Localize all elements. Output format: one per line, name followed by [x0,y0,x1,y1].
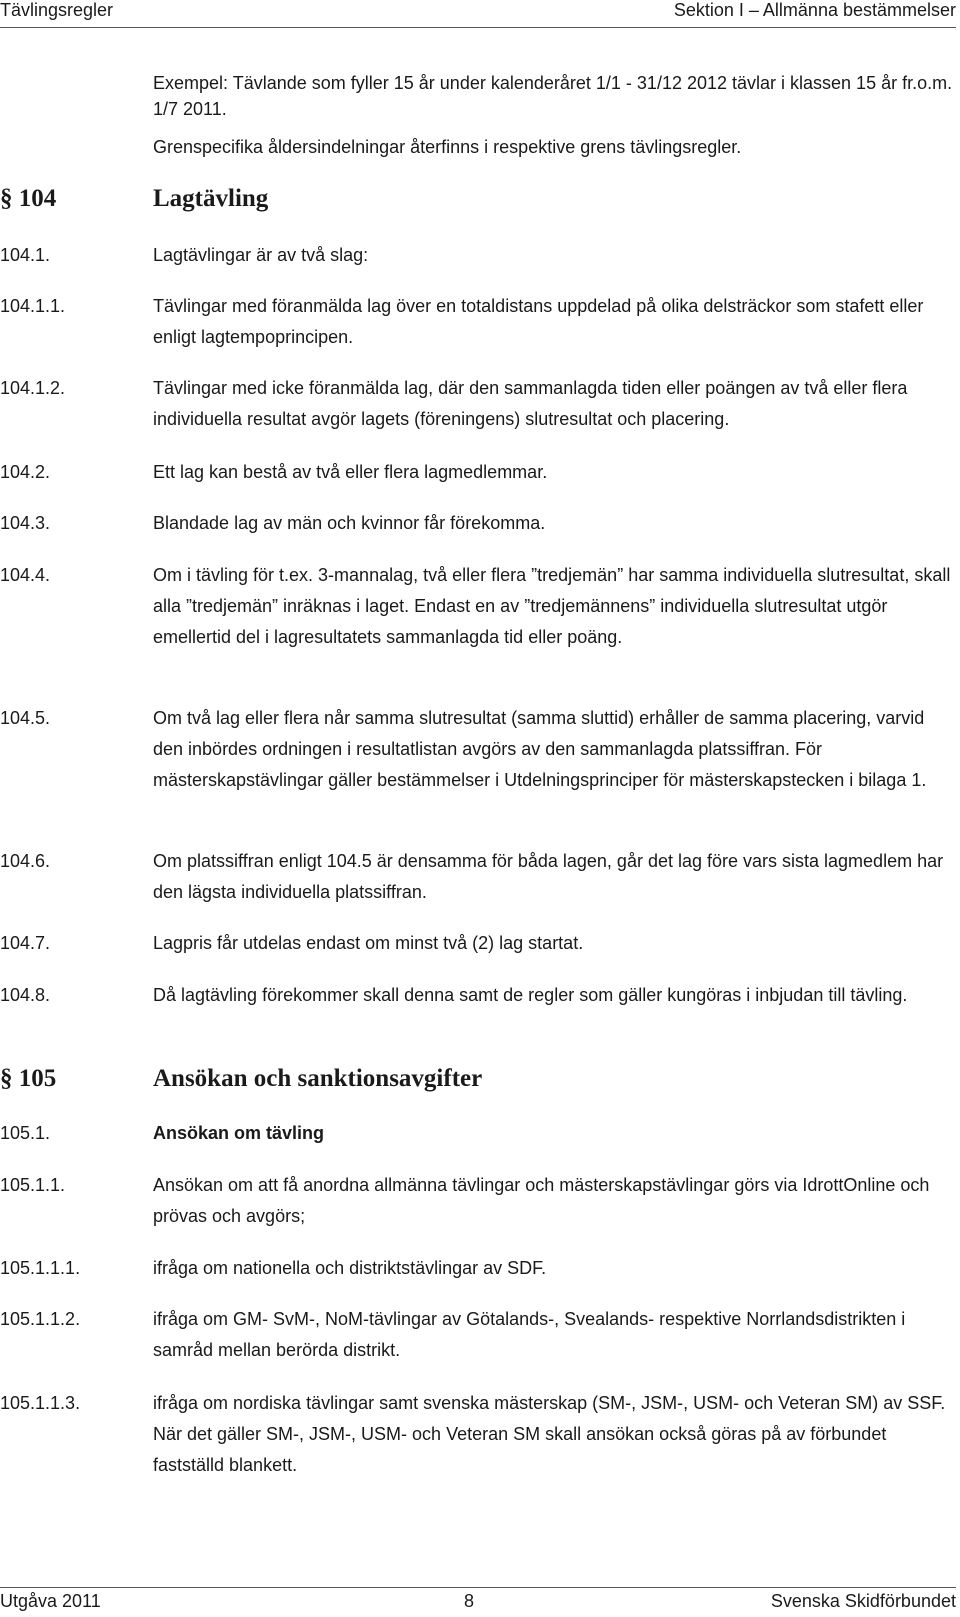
item-text: Om platssiffran enligt 104.5 är densamma för båda lagen, går det lag före vars sista lagmedlem har den lägsta individuella platssiffran. [153,851,944,902]
footer-edition: Utgåva 2011 [0,1591,101,1611]
item-text: Ett lag kan bestå av två eller flera lagmedlemmar. [153,462,548,482]
intro-example: Exempel: Tävlande som fyller 15 år under kalenderåret 1/1 - 31/12 2012 tävlar i klassen 15 år fr.o.m. 1/7 2011. [153,73,953,119]
section-number: § 105 [0,1065,57,1092]
section-number: § 104 [0,185,57,212]
page-header [0,0,960,26]
header-section-title: Sektion I – Allmänna bestämmelser [673,0,956,20]
item-text: Lagtävlingar är av två slag: [153,245,369,265]
footer-divider [0,1587,956,1588]
item-text: ifråga om nationella och distriktstävlingar av SDF. [153,1258,547,1278]
item-number: 105.1. [0,1123,51,1143]
section-title: Ansökan och sanktionsavgifter [153,1065,483,1092]
section-title: Lagtävling [153,185,269,212]
item-text: Lagpris får utdelas endast om minst två (2) lag startat. [153,933,584,953]
item-number: 104.7. [0,933,51,953]
item-subheading: Ansökan om tävling [153,1123,325,1143]
item-text: Om två lag eller flera når samma slutresultat (samma sluttid) erhåller de samma placering, varvid den inbördes ordningen i resultatlistan avgörs av den sammanlagda platssiffran. För mästerskapstävlingar gäller bestämmelser i Utdelningsprinciper för mästerskapstecken i bilaga 1. [153,708,927,790]
item-text: ifråga om nordiska tävlingar samt svenska mästerskap (SM-, JSM-, USM- och Veteran SM) av SSF. När det gäller SM-, JSM-, USM- och Veteran SM skall ansökan också göras på av förbundet fastställd blankett. [153,1393,946,1475]
item-number: 104.8. [0,985,51,1005]
item-text: Ansökan om att få anordna allmänna tävlingar och mästerskapstävlingar görs via IdrottOnline och prövas och avgörs; [153,1175,930,1226]
item-text: Tävlingar med icke föranmälda lag, där den sammanlagda tiden eller poängen av två eller flera individuella resultat avgör lagets (föreningens) slutresultat och placering. [153,378,908,429]
item-text: Om i tävling för t.ex. 3-mannalag, två eller flera ”tredjemän” har samma individuella slutresultat, skall alla ”tredjemän” inräknas i laget. Endast en av ”tredjemännens” individuella slutresultat utgör emellertid del i lagresultatets sammanlagda tid eller poäng. [153,565,951,647]
item-text: Blandade lag av män och kvinnor får förekomma. [153,513,546,533]
item-number: 104.1.1. [0,296,66,316]
item-number: 104.1. [0,245,51,265]
item-number: 104.5. [0,708,51,728]
intro-note: Grenspecifika åldersindelningar återfinns i respektive grens tävlingsregler. [153,137,742,157]
item-number: 105.1.1.3. [0,1393,81,1413]
page-number: 8 [464,1591,475,1611]
footer-organization: Svenska Skidförbundet [770,1591,956,1611]
page-footer [0,1591,960,1617]
item-number: 105.1.1.1. [0,1258,81,1278]
item-number: 104.6. [0,851,51,871]
item-text: Då lagtävling förekommer skall denna samt de regler som gäller kungöras i inbjudan till tävling. [153,985,908,1005]
item-number: 104.3. [0,513,51,533]
header-document-title: Tävlingsregler [0,0,114,20]
header-divider [0,27,956,28]
item-text: ifråga om GM- SvM-, NoM-tävlingar av Götalands-, Svealands- respektive Norrlandsdistrikten i samråd mellan berörda distrikt. [153,1309,906,1360]
item-number: 104.2. [0,462,51,482]
item-text: Tävlingar med föranmälda lag över en totaldistans uppdelad på olika delsträckor som stafett eller enligt lagtempoprincipen. [153,296,924,347]
item-number: 105.1.1. [0,1175,66,1195]
item-number: 104.1.2. [0,378,66,398]
item-number: 104.4. [0,565,51,585]
item-number: 105.1.1.2. [0,1309,81,1329]
